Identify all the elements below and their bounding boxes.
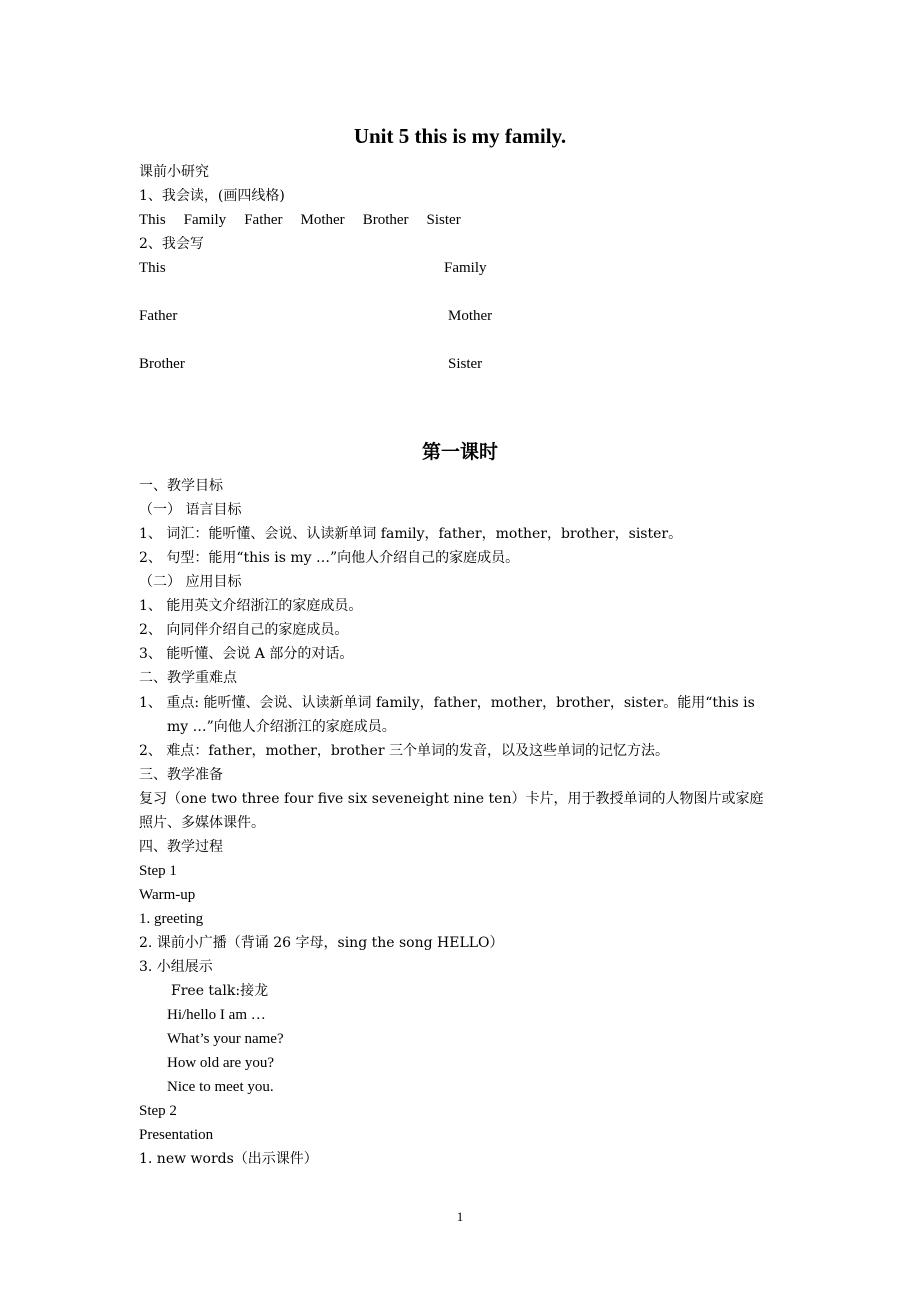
- list-item: 1、 词汇：能听懂、会说、认读新单词 family，father，mother，brother，sister。: [139, 526, 683, 542]
- list-item: 3、 能听懂、会说 A 部分的对话。: [139, 646, 354, 662]
- lesson-title: 第一课时: [421, 441, 498, 463]
- read-word: This: [139, 212, 166, 228]
- step-heading: Step 1: [139, 863, 177, 879]
- section-heading: 一、教学目标: [139, 478, 223, 494]
- page-number: 1: [456, 1209, 464, 1224]
- write-word: Brother: [139, 356, 185, 372]
- list-item: 3. 小组展示: [139, 959, 213, 975]
- list-item-continued: my …”向他人介绍浙江的家庭成员。: [167, 719, 396, 735]
- read-word: Family: [183, 212, 227, 228]
- read-word-list: [139, 211, 479, 229]
- list-item: 2. 课前小广播（背诵 26 字母，sing the song HELLO）: [139, 935, 504, 951]
- list-item: 1、 能用英文介绍浙江的家庭成员。: [139, 598, 363, 614]
- paragraph-line: 复习（one two three four five six seveneight nine ten）卡片，用于教授单词的人物图片或家庭: [139, 791, 764, 807]
- list-item: 2、 向同伴介绍自己的家庭成员。: [139, 622, 349, 638]
- write-label: 2、我会写: [139, 236, 204, 252]
- list-item: 1、 重点: 能听懂、会说、认读新单词 family，father，mother，brother，sister。能用“this is: [139, 695, 755, 711]
- write-word: Mother: [448, 308, 493, 324]
- subsection-heading: （一） 语言目标: [139, 502, 242, 518]
- dialogue-line: How old are you?: [167, 1055, 275, 1071]
- list-item: 1. new words（出示课件）: [139, 1151, 318, 1167]
- read-word: Mother: [300, 212, 345, 228]
- dialogue-line: Hi/hello I am …: [167, 1007, 266, 1023]
- section-heading: 二、教学重难点: [139, 670, 237, 686]
- write-word: This: [139, 260, 166, 276]
- read-word: Brother: [362, 212, 409, 228]
- read-word: Father: [244, 212, 283, 228]
- paragraph-line: 照片、多媒体课件。: [139, 815, 265, 831]
- write-word: Family: [444, 260, 487, 276]
- pre-study-heading: 课前小研究: [139, 164, 209, 180]
- dialogue-line: What’s your name?: [167, 1031, 284, 1047]
- subsection-heading: （二） 应用目标: [139, 574, 242, 590]
- step-name: Presentation: [139, 1127, 214, 1143]
- step-heading: Step 2: [139, 1103, 177, 1119]
- list-item: 2、 句型：能用“this is my …”向他人介绍自己的家庭成员。: [139, 550, 520, 566]
- list-item: 2、 难点：father，mother，brother 三个单词的发音，以及这些单词的记忆方法。: [139, 743, 669, 759]
- section-heading: 三、教学准备: [139, 767, 223, 783]
- write-word: Father: [139, 308, 178, 324]
- unit-title: Unit 5 this is my family.: [353, 124, 567, 148]
- list-item: 1. greeting: [139, 911, 204, 927]
- step-name: Warm-up: [139, 887, 196, 903]
- write-word: Sister: [448, 356, 483, 372]
- read-word: Sister: [426, 212, 461, 228]
- dialogue-line: Nice to meet you.: [167, 1079, 274, 1095]
- section-heading: 四、教学过程: [139, 839, 223, 855]
- read-label: 1、我会读，(画四线格): [139, 188, 285, 204]
- dialogue-line: Free talk:接龙: [171, 983, 269, 999]
